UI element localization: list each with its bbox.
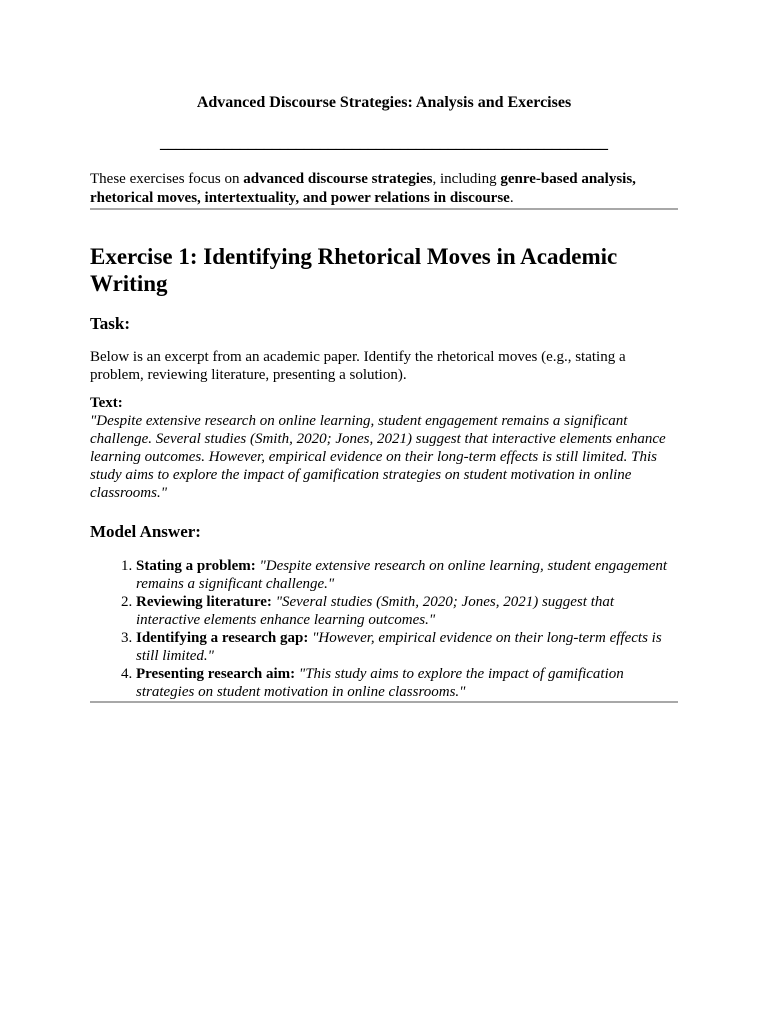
answer-quote: "Several studies (Smith, 2020; Jones, 2021) suggest that interactive elements enhance learning outcomes." (136, 594, 615, 628)
list-item (136, 593, 678, 629)
list-item (136, 557, 678, 593)
exercise-1-heading: Exercise 1: Identifying Rhetorical Moves in Academic Writing (90, 244, 618, 296)
model-answer-list (90, 542, 678, 701)
task-heading: Task: (90, 314, 131, 333)
document-title: Advanced Discourse Strategies: Analysis and Exercises (196, 94, 572, 111)
task-description: Below is an excerpt from an academic paper. Identify the rhetorical moves (e.g., stating a problem, reviewing literature, presenting a solution). (90, 349, 626, 383)
answer-quote: "Despite extensive research on online learning, student engagement remains a significant challenge." (136, 558, 668, 592)
intro-paragraph (90, 154, 678, 208)
model-answer-heading: Model Answer: (90, 522, 201, 541)
intro-text-2: , including (432, 171, 501, 187)
answer-quote: "This study aims to explore the impact of gamification strategies on student motivation in online classrooms." (136, 666, 624, 700)
answer-quote: "However, empirical evidence on their long-term effects is still limited." (136, 630, 662, 664)
answer-label: Reviewing literature: (136, 594, 272, 610)
intro-bold-1: advanced discourse strategies (243, 171, 433, 187)
intro-text-1: These exercises focus on (90, 171, 244, 187)
intro-text-3: . (509, 190, 514, 206)
text-label: Text: (90, 395, 123, 411)
answer-label: Stating a problem: (136, 558, 256, 574)
list-item (136, 665, 678, 701)
answer-label: Identifying a research gap: (136, 630, 309, 646)
list-item (136, 629, 678, 665)
answer-label: Presenting research aim: (136, 666, 296, 682)
title-underline: ________________________________________________________ (160, 135, 608, 152)
intro-bold-2: genre-based analysis, rhetorical moves, intertextuality, and power relations in discourse (90, 171, 636, 206)
section-divider (90, 701, 678, 703)
excerpt-quote: "Despite extensive research on online learning, student engagement remains a significant challenge. Several studies (Smith, 2020; Jones, 2021) suggest that interactive elements enhance learning outcomes. However, empirical evidence on their long-term effects is still limited. This study aims to explore the impact of gamification strategies on student motivation in online classrooms." (90, 413, 666, 501)
